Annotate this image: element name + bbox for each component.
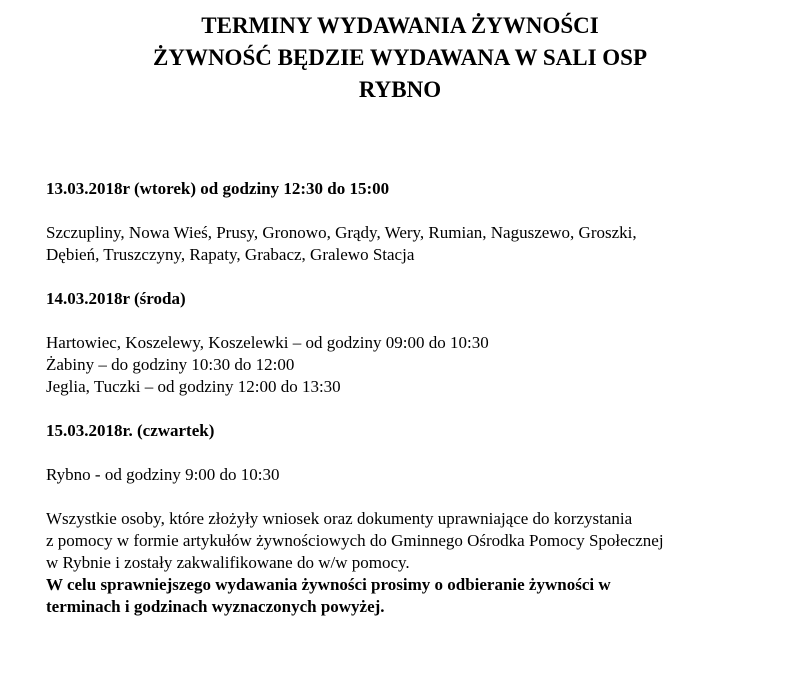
title-line-2: ŻYWNOŚĆ BĘDZIE WYDAWANA W SALI OSP	[153, 45, 647, 70]
schedule-date-3: 15.03.2018r. (czwartek)	[46, 421, 215, 440]
schedule-line: Żabiny – do godziny 10:30 do 12:00	[46, 355, 295, 374]
document-title	[0, 10, 800, 106]
schedule-date-2: 14.03.2018r (środa)	[46, 289, 186, 308]
notice-paragraph	[46, 508, 786, 618]
schedule-line: Szczupliny, Nowa Wieś, Prusy, Gronowo, Grądy, Wery, Rumian, Naguszewo, Groszki,	[46, 223, 637, 242]
notice-line: w Rybnie i zostały zakwalifikowane do w/w pomocy.	[46, 553, 410, 572]
schedule-line: Dębień, Truszczyny, Rapaty, Grabacz, Gralewo Stacja	[46, 245, 415, 264]
schedule-line: Jeglia, Tuczki – od godziny 12:00 do 13:30	[46, 377, 341, 396]
notice-line: z pomocy w formie artykułów żywnościowych do Gminnego Ośrodka Pomocy Społecznej	[46, 531, 664, 550]
notice-bold-line: W celu sprawniejszego wydawania żywności prosimy o odbieranie żywności w	[46, 575, 611, 594]
schedule-line: Hartowiec, Koszelewy, Koszelewki – od godziny 09:00 do 10:30	[46, 333, 489, 352]
schedule-line: Rybno - od godziny 9:00 do 10:30	[46, 465, 280, 484]
schedule-villages-1	[46, 222, 786, 266]
schedule-date-1: 13.03.2018r (wtorek) od godziny 12:30 do 15:00	[46, 179, 390, 198]
title-line-1: TERMINY WYDAWANIA ŻYWNOŚCI	[201, 13, 599, 38]
notice-line: Wszystkie osoby, które złożyły wniosek oraz dokumenty uprawniające do korzystania	[46, 509, 633, 528]
schedule-villages-3	[46, 464, 786, 486]
schedule-villages-2	[46, 332, 786, 398]
title-line-3: RYBNO	[358, 77, 442, 102]
notice-bold-line: terminach i godzinach wyznaczonych powyżej.	[46, 597, 385, 616]
document-body	[46, 178, 786, 618]
